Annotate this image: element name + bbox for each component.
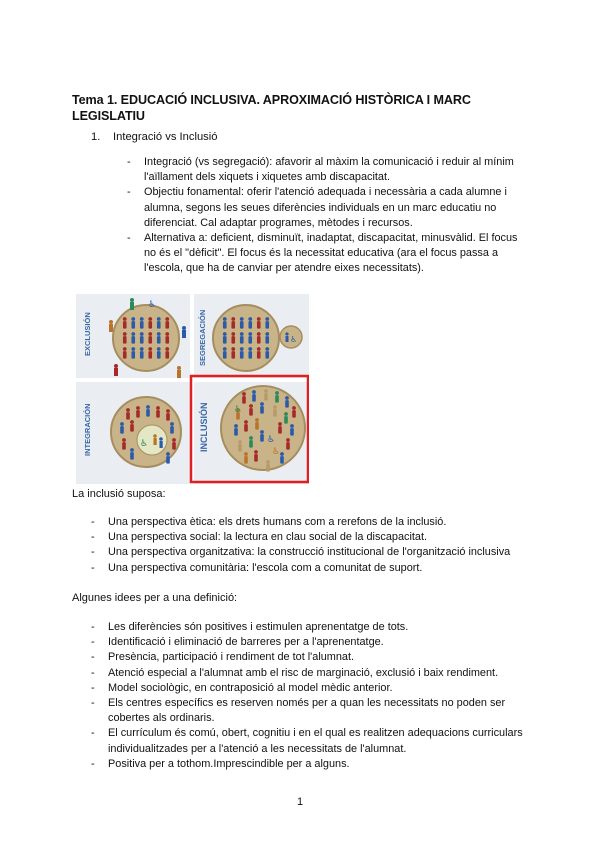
list-item: - Una perspectiva social: la lectura en clau social de la discapacitat.: [108, 530, 538, 545]
person-head: [166, 409, 170, 413]
list-item: - Integració (vs segregació): afavorir al màxim la comunicació i reduir al mínim l'aïllament dels xiquets i xiquetes amb discapacitat.: [144, 155, 530, 185]
list-item: - Una perspectiva organitzativa: la construcció institucional de l'organització inclusiva: [108, 545, 538, 560]
person-head: [240, 347, 244, 351]
person-body: [140, 336, 144, 344]
person-head: [244, 452, 248, 456]
person-body: [238, 444, 242, 452]
person-head: [157, 347, 161, 351]
person-head: [146, 405, 150, 409]
person-head: [156, 406, 160, 410]
person-head: [238, 440, 242, 444]
person-head: [248, 347, 252, 351]
person-head: [254, 450, 258, 454]
person-head: [280, 452, 284, 456]
list-item: - Objectiu fonamental: oferir l'atenció adequada i necessària a cada alumne i alumna, segons les seues diferències individuals en un marc educatiu no diferenciat. Cal adaptar programes, mètodes i recursos.: [144, 185, 530, 231]
person-body: [131, 321, 135, 329]
person-head: [292, 406, 296, 410]
person-head: [260, 402, 264, 406]
person-head: [148, 347, 152, 351]
document-title: Tema 1. EDUCACIÓ INCLUSIVA. APROXIMACIÓ HISTÒRICA I MARC LEGISLATIU: [72, 93, 471, 123]
person-head: [165, 347, 169, 351]
person-body: [248, 321, 252, 329]
person-body: [266, 464, 270, 472]
person-body: [244, 456, 248, 464]
person-body: [265, 321, 269, 329]
person-body: [290, 428, 294, 436]
person-head: [122, 438, 126, 442]
person-head: [286, 438, 290, 442]
section-heading: [91, 130, 217, 145]
person-body: [140, 351, 144, 359]
person-head: [257, 317, 261, 321]
person-head: [265, 347, 269, 351]
person-body: [240, 336, 244, 344]
person-head: [148, 317, 152, 321]
person-head: [170, 422, 174, 426]
person-body: [146, 409, 150, 417]
person-head: [130, 448, 134, 452]
person-body: [123, 321, 127, 329]
person-head: [273, 405, 277, 409]
person-head: [260, 430, 264, 434]
definition-ideas-list: [108, 620, 538, 772]
person-body: [140, 321, 144, 329]
person-body: [255, 422, 259, 430]
person-body: [157, 336, 161, 344]
list-item: - Una perspectiva comunitària: l'escola com a comunitat de suport.: [108, 561, 538, 576]
list-item: - Alternativa a: deficient, disminuït, inadaptat, discapacitat, minusvàlid. El focus no és el "dèficit". El focus és la necessitat educativa (ara el focus passa a l'escola, que ha de canviar per atendre eixes necessitats).: [144, 231, 530, 277]
person-body: [165, 321, 169, 329]
person-head: [266, 460, 270, 464]
wheelchair-icon: ♿: [234, 404, 243, 414]
person-head: [140, 317, 144, 321]
person-body: [148, 351, 152, 359]
person-head: [123, 317, 127, 321]
person-body: [249, 440, 253, 448]
person-head: [257, 347, 261, 351]
inclusion-intro: La inclusió suposa:: [72, 488, 166, 500]
person-body: [278, 426, 282, 434]
person-head: [278, 422, 282, 426]
person-head: [120, 422, 124, 426]
person-head: [240, 317, 244, 321]
person-body: [148, 321, 152, 329]
person-head: [148, 332, 152, 336]
person-body: [166, 413, 170, 421]
person-body: [223, 336, 227, 344]
person-body: [126, 412, 130, 420]
person-head: [248, 332, 252, 336]
person-body: [130, 424, 134, 432]
person-body: [240, 321, 244, 329]
person-body: [123, 351, 127, 359]
list-item: - Els centres específics es reserven només per a quan les necessitats no poden ser cobertes als ordinaris.: [108, 696, 538, 726]
person-body: [231, 321, 235, 329]
person-head: [264, 389, 268, 393]
person-body: [165, 351, 169, 359]
person-head: [223, 347, 227, 351]
person-body: [157, 321, 161, 329]
person-body: [131, 351, 135, 359]
person-body: [240, 351, 244, 359]
wheelchair-icon: ♿: [148, 299, 157, 309]
person-body: [136, 410, 140, 418]
person-head: [284, 412, 288, 416]
wheelchair-icon: ♿: [140, 438, 149, 448]
person-head: [231, 347, 235, 351]
person-head: [136, 406, 140, 410]
person-head: [255, 418, 259, 422]
person-head: [244, 420, 248, 424]
person-body: [148, 336, 152, 344]
person-body: [122, 442, 126, 450]
person-head: [131, 347, 135, 351]
wheelchair-icon: ♿: [267, 434, 276, 444]
person-body: [260, 406, 264, 414]
person-body: [275, 395, 279, 403]
page-number: 1: [296, 796, 304, 808]
definition-intro: Algunes idees per a una definició:: [72, 592, 238, 604]
person-head: [275, 391, 279, 395]
person-head: [157, 317, 161, 321]
list-item: - El currículum és comú, obert, cognitiu i en el qual es realitzen adequacions curriculars individualitzades per a l'atenció a les necessitats de l'alumnat.: [108, 726, 538, 756]
wheelchair-icon: ♿: [272, 446, 281, 456]
person-body: [120, 426, 124, 434]
person-head: [252, 390, 256, 394]
person-body: [284, 416, 288, 424]
person-body: [273, 409, 277, 417]
person-body: [157, 351, 161, 359]
person-head: [234, 424, 238, 428]
person-head: [249, 436, 253, 440]
exclusion-label: EXCLUSIÓN: [83, 312, 92, 356]
person-body: [131, 336, 135, 344]
person-body: [172, 442, 176, 450]
list-item: - Les diferències són positives i estimulen aprenentatge de tots.: [108, 620, 538, 635]
person-body: [257, 336, 261, 344]
person-body: [265, 351, 269, 359]
person-body: [280, 456, 284, 464]
person-head: [290, 424, 294, 428]
person-head: [242, 392, 246, 396]
person-head: [249, 404, 253, 408]
person-body: [248, 336, 252, 344]
person-head: [257, 332, 261, 336]
person-body: [248, 351, 252, 359]
person-body: [244, 424, 248, 432]
person-head: [231, 317, 235, 321]
perspectives-list: [108, 515, 538, 576]
person-body: [242, 396, 246, 404]
person-head: [131, 332, 135, 336]
person-head: [223, 332, 227, 336]
person-body: [264, 393, 268, 401]
person-head: [140, 347, 144, 351]
person-head: [165, 332, 169, 336]
inclusion-figure: [76, 294, 309, 484]
person-body: [234, 428, 238, 436]
section-label: Integració vs Inclusió: [113, 131, 218, 143]
person-body: [166, 456, 170, 464]
list-item: - Una perspectiva ètica: els drets humans com a rerefons de la inclusió.: [108, 515, 538, 530]
person-body: [170, 426, 174, 434]
integration-label: INTEGRACIÓN: [83, 403, 92, 456]
person-head: [231, 332, 235, 336]
person-body: [260, 434, 264, 442]
wheelchair-icon: ♿: [290, 335, 298, 344]
person-head: [140, 332, 144, 336]
segregation-circle: [213, 305, 279, 371]
exclusion-circle: [113, 305, 179, 371]
person-body: [257, 351, 261, 359]
person-body: [223, 351, 227, 359]
person-body: [249, 408, 253, 416]
person-head: [130, 420, 134, 424]
person-head: [248, 317, 252, 321]
person-head: [285, 396, 289, 400]
inclusion-circle: [221, 386, 305, 470]
list-item: - Model sociològic, en contraposició al model mèdic anterior.: [108, 681, 538, 696]
person-body: [130, 452, 134, 460]
person-body: [123, 336, 127, 344]
person-head: [157, 332, 161, 336]
list-item: - Identificació i eliminació de barreres per a l'aprenentatge.: [108, 635, 538, 650]
person-body: [292, 410, 296, 418]
person-body: [231, 336, 235, 344]
person-head: [131, 317, 135, 321]
list-item: - Atenció especial a l'alumnat amb el risc de marginació, exclusió i baix rendiment.: [108, 666, 538, 681]
person-head: [166, 452, 170, 456]
person-head: [165, 317, 169, 321]
person-body: [254, 454, 258, 462]
person-body: [285, 400, 289, 408]
inclusion-label: INCLUSIÓN: [199, 402, 209, 452]
person-head: [223, 317, 227, 321]
person-head: [123, 332, 127, 336]
section-number: 1.: [91, 131, 101, 143]
person-body: [286, 442, 290, 450]
person-body: [265, 336, 269, 344]
list-item: - Presència, participació i rendiment de tot l'alumnat.: [108, 650, 538, 665]
integration-bullet-list: [144, 155, 530, 277]
person-body: [252, 394, 256, 402]
person-head: [126, 408, 130, 412]
person-body: [257, 321, 261, 329]
list-item: - Positiva per a tothom.Imprescindible per a alguns.: [108, 757, 538, 772]
person-body: [165, 336, 169, 344]
person-head: [265, 317, 269, 321]
person-head: [172, 438, 176, 442]
segregation-label: SEGREGACIÓN: [198, 309, 207, 366]
person-body: [156, 410, 160, 418]
person-head: [240, 332, 244, 336]
person-head: [123, 347, 127, 351]
person-body: [231, 351, 235, 359]
person-body: [223, 321, 227, 329]
person-head: [265, 332, 269, 336]
